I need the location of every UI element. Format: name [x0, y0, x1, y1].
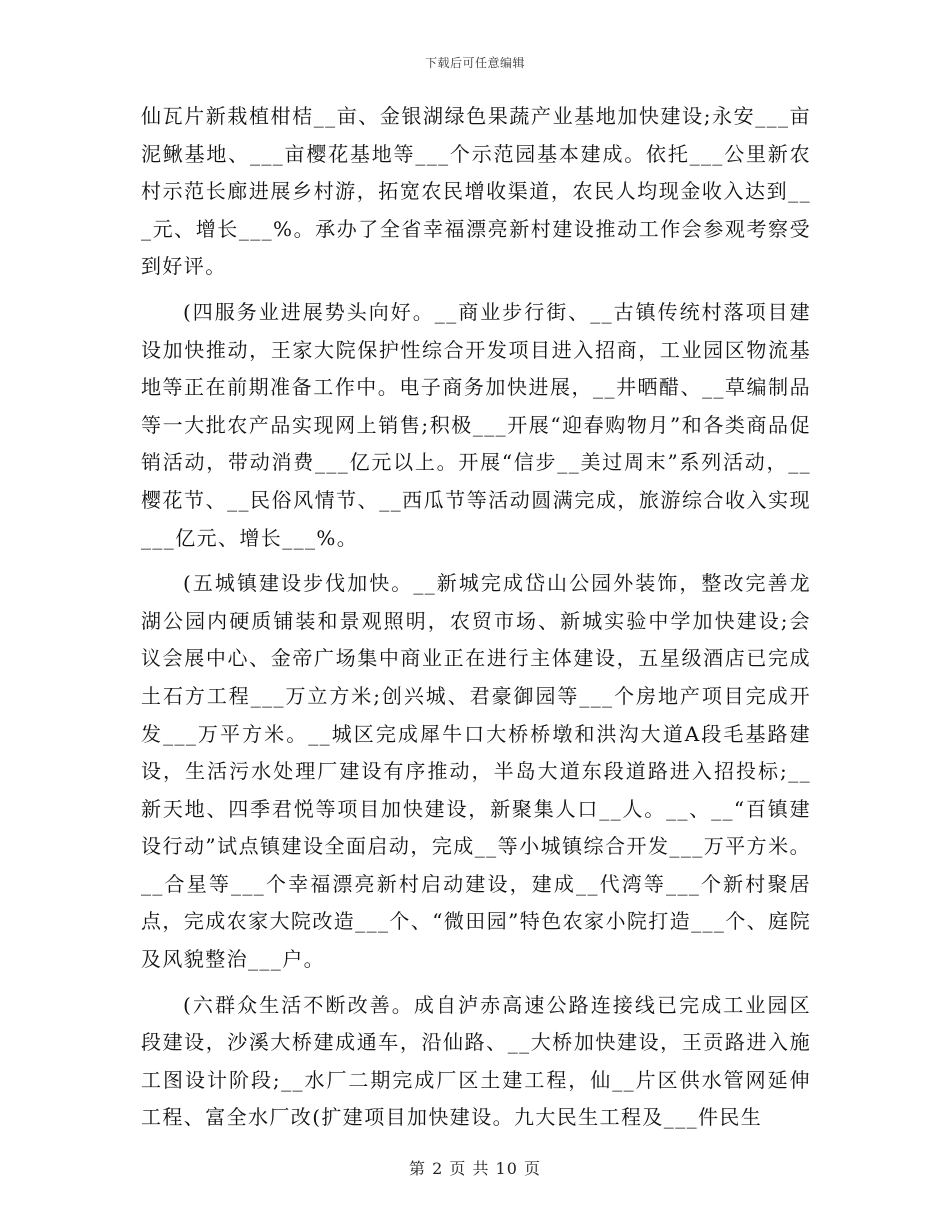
paragraph-1: 仙瓦片新栽植柑桔__亩、金银湖绿色果蔬产业基地加快建设;永安___亩泥鳅基地、___亩樱花基地等___个示范园基本建成。依托___公里新农村示范长廊进展乡村游，拓宽农民增收渠道，农民人均现金收入达到___元、增长___%。承办了全省幸福漂亮新村建设推动工作会参观考察受到好评。 [141, 104, 811, 279]
page-number: 第 2 页 共 10 页 [409, 1159, 541, 1178]
document-body [141, 98, 811, 1137]
paragraph-services: (四服务业进展势头向好。__商业步行街、__古镇传统村落项目建设加快推动，王家大院保护性综合开发项目进入招商，工业园区物流基地等正在前期准备工作中。电子商务加快进展，__井晒醋、__草编制品等一大批农产品实现网上销售;积极___开展“迎春购物月”和各类商品促销活动，带动消费___亿元以上。开展“信步__美过周末”系列活动，__樱花节、__民俗风情节、__西瓜节等活动圆满完成，旅游综合收入实现___亿元、增长___%。 [141, 299, 811, 550]
paragraph-urban-construction: (五城镇建设步伐加快。__新城完成岱山公园外装饰，整改完善龙湖公园内硬质铺装和景观照明，农贸市场、新城实验中学加快建设;会议会展中心、金帝广场集中商业正在进行主体建设，五星级酒店已完成土石方工程___万立方米;创兴城、君豪御园等___个房地产项目完成开发___万平方米。__城区完成犀牛口大桥桥墩和洪沟大道A段毛基路建设，生活污水处理厂建设有序推动，半岛大道东段道路进入招投标;__新天地、四季君悦等项目加快建设，新聚集人口__人。__、__“百镇建设行动”试点镇建设全面启动，完成__等小城镇综合开发___万平方米。__合星等___个幸福漂亮新村启动建设，建成__代湾等___个新村聚居点，完成农家大院改造___个、“微田园”特色农家小院打造___个、庭院及风貌整治___户。 [141, 571, 811, 972]
page-header-note: 下载后可任意编辑 [424, 56, 525, 70]
paragraph-livelihood: (六群众生活不断改善。成自泸赤高速公路连接线已完成工业园区段建设，沙溪大桥建成通车，沿仙路、__大桥加快建设，王贡路进入施工图设计阶段;__水厂二期完成厂区土建工程，仙__片区供水管网延伸工程、富全水厂改(扩建项目加快建设。九大民生工程及___件民生 [141, 992, 811, 1130]
